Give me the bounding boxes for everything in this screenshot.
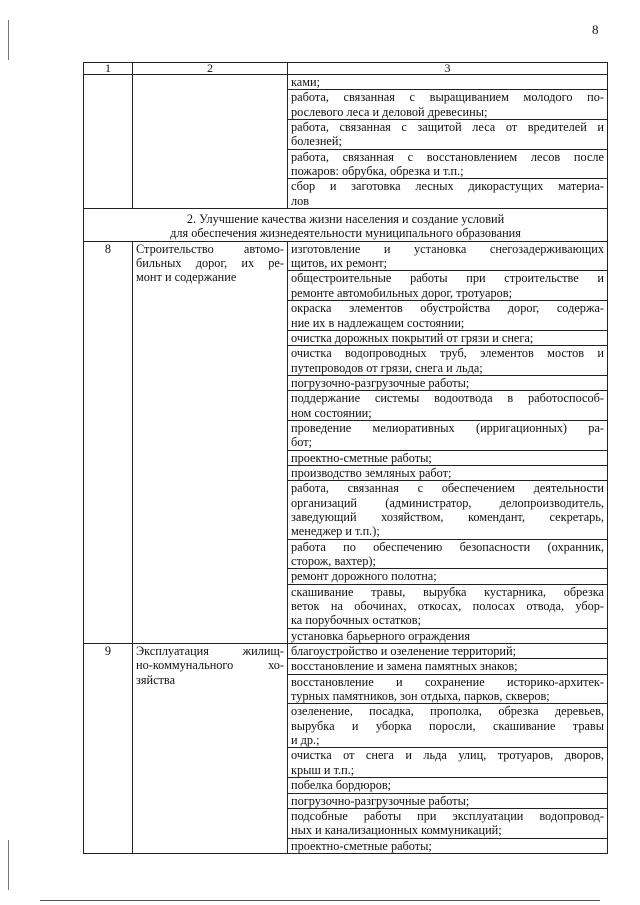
work-item-line: болезней; [291, 134, 342, 149]
scan-margin-mark [8, 20, 9, 60]
work-item [287, 794, 608, 809]
work-item-line: веток на обочинах, откосах, полосах отвода, убор- [291, 599, 604, 614]
work-item [287, 179, 608, 208]
work-item-line: подсобные работы при эксплуатации водопровод- [291, 808, 604, 823]
work-item-line: работа, связанная с защитой леса от вредителей и [291, 120, 604, 135]
work-item-line: поддержание системы водоотвода в работоспособ- [291, 391, 604, 406]
work-item-line: вырубка и уборка поросли, скашивание травы [291, 718, 604, 733]
row-number-cell [84, 75, 133, 209]
work-item-line: производство земляных работ; [291, 465, 452, 480]
works-cell [288, 75, 608, 209]
work-item [287, 75, 608, 90]
work-item-line: очистка дорожных покрытий от грязи и снега; [291, 330, 534, 345]
work-item [287, 346, 608, 376]
activity-name-cell [133, 75, 288, 209]
work-item [287, 659, 608, 674]
work-item-line: крыш и т.п.; [291, 762, 355, 777]
work-item-line: лов [291, 193, 310, 208]
table-header-row [84, 63, 608, 75]
section-title-line: 2. Улучшение качества жизни населения и создание условий [186, 212, 505, 227]
work-item [287, 301, 608, 331]
work-item [287, 242, 608, 272]
work-item-line: погрузочно-разгрузочные работы; [291, 375, 470, 390]
work-item-line: ном состоянии; [291, 405, 372, 420]
table-row [84, 644, 608, 854]
cell-text-line: бильных дорог, их ре- [136, 256, 284, 271]
works-cell [288, 241, 608, 643]
work-item [287, 150, 608, 180]
work-item-line: общестроительные работы при строительстве и [291, 271, 604, 286]
work-item [287, 644, 608, 659]
header-col-3: 3 [288, 63, 608, 75]
work-item-line: организаций (администратор, делопроизводитель, [291, 495, 604, 510]
work-item-line: установка барьерного ограждения [291, 628, 471, 643]
work-item-line: ка порубочных остатков; [291, 613, 422, 628]
work-item [287, 331, 608, 346]
section-heading-row [84, 209, 608, 242]
work-item [287, 391, 608, 421]
works-table [83, 62, 608, 854]
work-item [287, 675, 608, 705]
row-number-cell: 8 [84, 241, 133, 643]
scan-bottom-edge [40, 900, 600, 901]
work-item [287, 376, 608, 391]
work-item-line: работа, связанная с обеспечением деятельности [291, 481, 604, 496]
work-item-line: рослевого леса и деловой древесины; [291, 104, 488, 119]
work-item-line: очистка водопроводных труб, элементов мостов и [291, 346, 604, 361]
work-item [287, 120, 608, 150]
work-item-line: ремонт дорожного полотна; [291, 569, 437, 584]
work-item-line: озеленение, посадка, прополка, обрезка деревьев, [291, 704, 604, 719]
work-item-line: работа, связанная с восстановлением лесов после [291, 149, 604, 164]
work-item-line: сторож, вахтер); [291, 554, 376, 568]
table-row [84, 241, 608, 643]
table-row-continuation [84, 75, 608, 209]
work-item [287, 809, 608, 839]
work-item-line: проектно-сметные работы; [291, 838, 432, 853]
work-item-line: окраска элементов обустройства дорог, содержа- [291, 301, 604, 316]
work-item [287, 704, 608, 748]
work-item-line: работа, связанная с выращиванием молодого по- [291, 90, 604, 105]
work-item-line: пожаров: обрубка, обрезка и т.п.; [291, 164, 464, 179]
work-item-line: путепроводов от грязи, снега и льда; [291, 360, 483, 375]
work-item-line: ками; [291, 75, 321, 89]
work-item-line: ремонте автомобильных дорог, тротуаров; [291, 285, 513, 300]
work-item [287, 271, 608, 301]
page-number: 8 [592, 22, 599, 37]
work-item-line: восстановление и замена памятных знаков; [291, 659, 518, 674]
work-item-line: восстановление и сохранение историко-архитек- [291, 674, 604, 689]
work-item-line: работа по обеспечению безопасности (охранник, [291, 539, 604, 554]
work-item-line: благоустройство и озеленение территорий; [291, 644, 516, 659]
header-col-1: 1 [84, 63, 133, 75]
work-item-line: турных памятников, зон отдыха, парков, скверов; [291, 689, 550, 704]
header-col-2: 2 [133, 63, 288, 75]
scan-margin-mark [8, 840, 9, 890]
work-item [287, 90, 608, 120]
work-item [287, 748, 608, 778]
work-item [287, 629, 608, 643]
work-item-line: заведующий хозяйством, комендант, секретарь, [291, 509, 604, 524]
activity-name-cell [133, 644, 288, 854]
cell-text-line: Эксплуатация жилищ- [136, 644, 284, 659]
work-item-line: бот; [291, 435, 313, 450]
work-item-line: побелка бордюров; [291, 778, 392, 793]
cell-text-line: монт и содержание [136, 270, 237, 285]
work-item-line: щитов, их ремонт; [291, 256, 388, 271]
work-item-line: сбор и заготовка лесных дикорастущих материа- [291, 179, 604, 194]
work-item [287, 466, 608, 481]
cell-text-line: но-коммунального хо- [136, 658, 284, 673]
work-item-line: ных и канализационных коммуникаций; [291, 823, 502, 838]
work-item [287, 778, 608, 793]
work-item [287, 481, 608, 539]
works-cell [288, 644, 608, 854]
work-item-line: и др.; [291, 733, 320, 748]
work-item [287, 585, 608, 629]
work-item-line: ние их в надлежащем состоянии; [291, 315, 465, 330]
work-item-line: скашивание травы, вырубка кустарника, обрезка [291, 584, 604, 599]
section-title [84, 209, 608, 242]
work-item [287, 451, 608, 466]
work-item-line: менеджер и т.п.); [291, 524, 380, 539]
work-item [287, 839, 608, 853]
row-number-cell: 9 [84, 644, 133, 854]
work-item-line: очистка от снега и льда улиц, тротуаров, дворов, [291, 748, 604, 763]
work-item-line: погрузочно-разгрузочные работы; [291, 793, 470, 808]
activity-name-cell [133, 241, 288, 643]
cell-text-line: Строительство автомо- [136, 241, 284, 256]
work-item [287, 540, 608, 570]
section-title-line: для обеспечения жизнедеятельности муниципального образования [170, 226, 521, 241]
work-item [287, 569, 608, 584]
work-item [287, 421, 608, 451]
work-item-line: проведение мелиоративных (ирригационных) ра- [291, 420, 604, 435]
work-item-line: проектно-сметные работы; [291, 450, 432, 465]
work-item-line: изготовление и установка снегозадерживающих [291, 241, 604, 256]
cell-text-line: зяйства [136, 672, 176, 687]
